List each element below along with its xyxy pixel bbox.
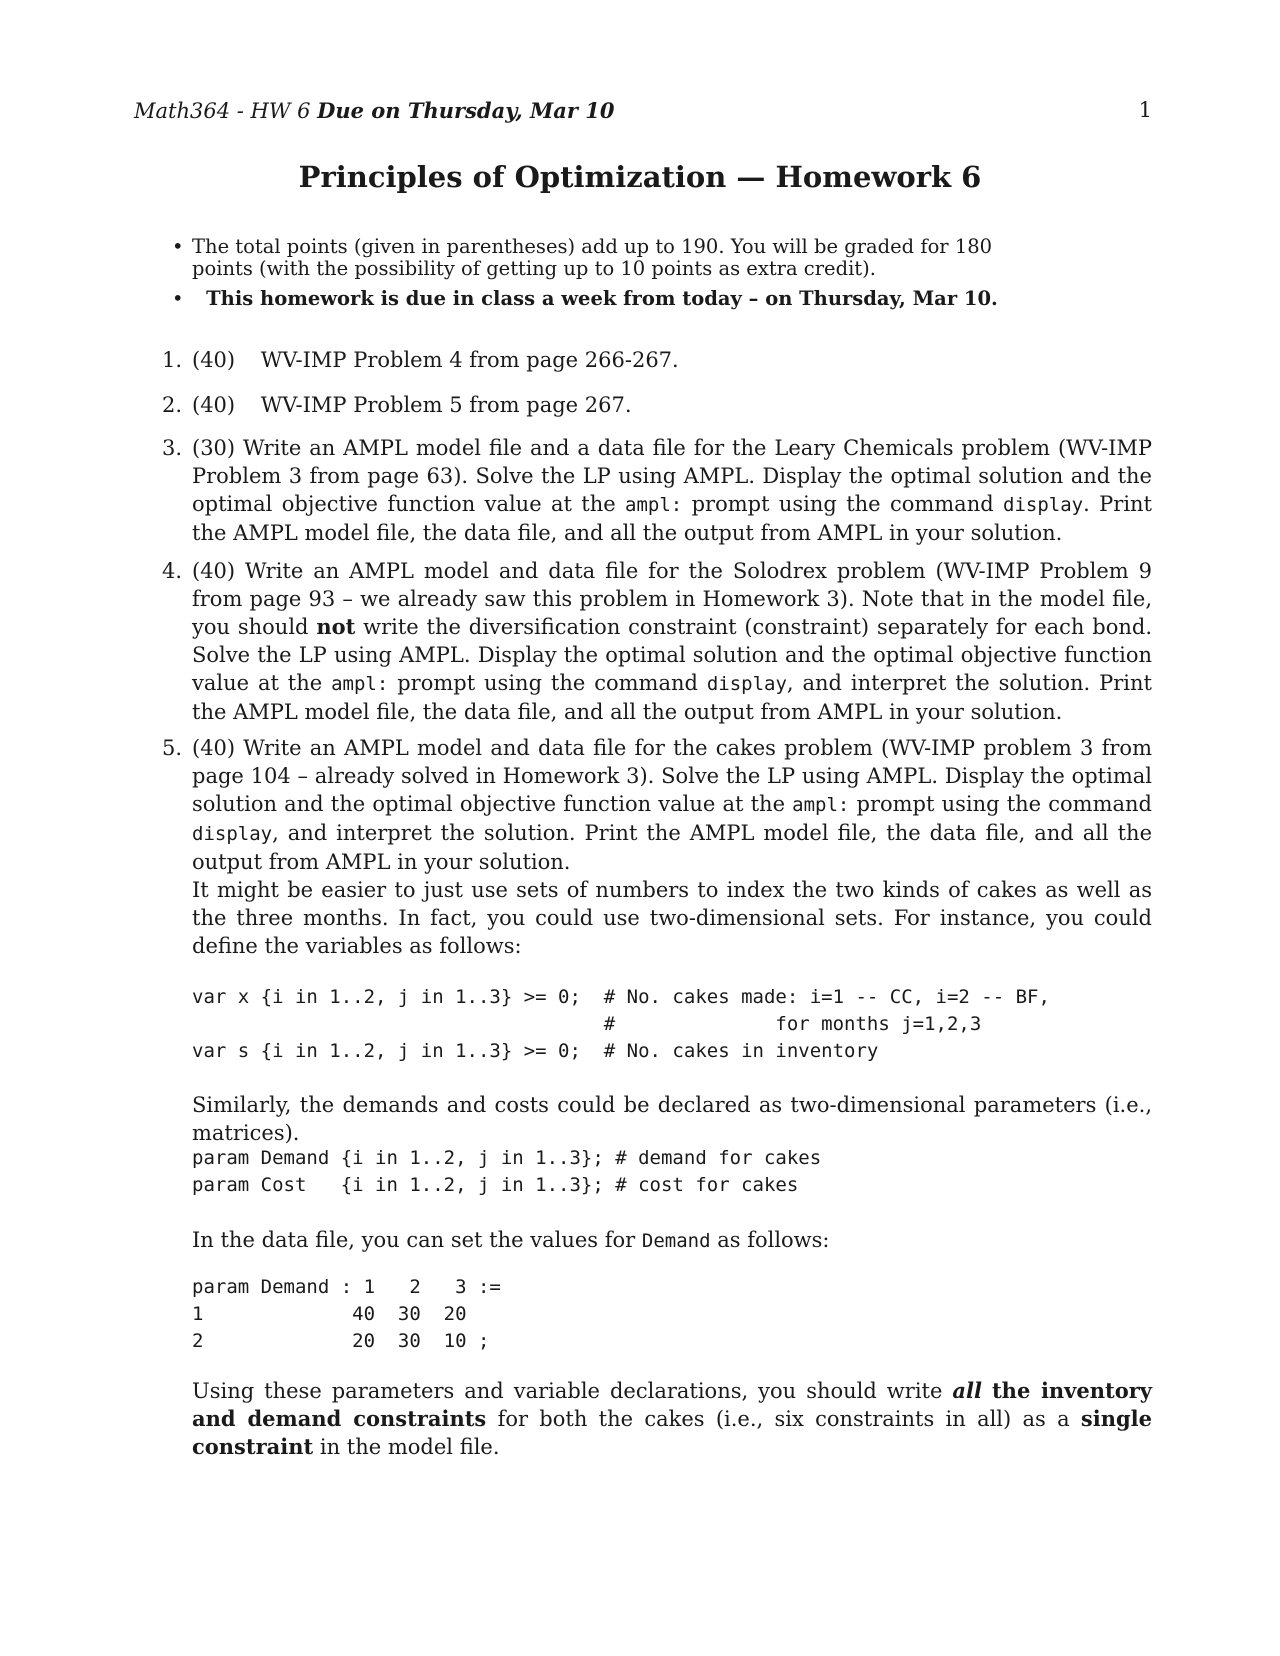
text-run: . Print the AMPL model file, the data file, and all the output from AMPL in your solution. <box>192 492 1152 545</box>
problem-4 <box>162 557 1152 726</box>
text-run: for both the cakes (i.e., six constraints in all) as a <box>497 1407 1070 1431</box>
text-run: in the model file. <box>319 1435 500 1459</box>
course-label: Math364 - HW 6 <box>134 99 311 123</box>
problem-3 <box>162 434 1152 547</box>
cakes-data-paragraph <box>192 1226 1152 1255</box>
text-run: (40) Write an AMPL model and data file for the cakes problem (WV-IMP problem 3 from page 104 – already solved in Homework 3). Solve the LP using AMPL. Display the optimal solution and the optimal objective function value at the <box>192 736 1152 816</box>
note-points-text: The total points (given in parentheses) add up to 190. You will be graded for 180 points (with the possibility of getting up to 10 points as extra credit). <box>192 235 993 280</box>
problem-points: (40) <box>192 348 236 372</box>
code-run: display <box>1003 494 1084 516</box>
code-params: param Demand {i in 1..2, j in 1..3}; # demand for cakes param Cost {i in 1..2, j in 1..3}; # cost for cakes <box>192 1147 822 1196</box>
bold-run: the inventory and demand constraints <box>192 1378 1152 1431</box>
text-run: In the data file, you can set the values for <box>192 1228 636 1252</box>
problem-text <box>192 557 1152 726</box>
due-label: Due on Thursday, Mar 10 <box>317 98 615 123</box>
running-header <box>134 98 1152 128</box>
problem-points: (40) <box>192 393 236 417</box>
cakes-params-paragraph: Similarly, the demands and costs could be declared as two-dimensional parameters (i.e., matrices). <box>192 1093 1152 1145</box>
bullet-icon: • <box>172 287 184 310</box>
problem-number: 5. <box>162 736 183 760</box>
problem-1 <box>162 346 1152 374</box>
problem-number: 3. <box>162 436 183 460</box>
header-left <box>134 98 614 123</box>
code-demand-data: param Demand : 1 2 3 := 1 40 30 20 2 20 30 10 ; <box>192 1276 501 1352</box>
text-run: write the diversification constraint (constraint) separately for each bond. Solve the LP using AMPL. Display the optimal solution and the optimal objective function value at the <box>192 615 1152 695</box>
problem-text <box>192 434 1152 547</box>
bold-italic-run: all <box>952 1378 982 1403</box>
bold-run: not <box>316 614 356 639</box>
text-run: prompt using the command <box>691 492 994 516</box>
problem-5 <box>162 734 1152 876</box>
code-run: display <box>706 673 787 695</box>
text-run: Using these parameters and variable declarations, you should write <box>192 1379 943 1403</box>
code-run: Demand <box>641 1230 711 1252</box>
cakes-intro-paragraph: It might be easier to just use sets of numbers to index the two kinds of cakes as well as the three months. In fact, you could use two-dimensional sets. For instance, you could define the variables as follows: <box>192 878 1152 958</box>
bullet-icon: • <box>172 235 184 258</box>
text-run: , and interpret the solution. Print the AMPL model file, the data file, and all the output from AMPL in your solution. <box>192 821 1152 874</box>
code-run: ampl: <box>792 794 850 816</box>
text-run: as follows: <box>717 1228 830 1252</box>
problem-number: 4. <box>162 559 183 583</box>
text-run: , and interpret the solution. Print the AMPL model file, the data file, and all the output from AMPL in your solution. <box>192 671 1152 724</box>
code-run: ampl: <box>331 673 389 695</box>
note-points <box>172 236 1032 280</box>
note-due-text: This homework is due in class a week from today – on Thursday, Mar 10. <box>206 287 998 310</box>
page-title: Principles of Optimization — Homework 6 <box>298 160 982 194</box>
cakes-constraint-paragraph <box>192 1377 1152 1461</box>
code-variables: var x {i in 1..2, j in 1..3} >= 0; # No. cakes made: i=1 -- CC, i=2 -- BF, # for months j=1,2,3 var s {i in 1..2, j in 1..3} >= 0; # No. cakes in inventory <box>192 986 1050 1062</box>
text-run: (40) Write an AMPL model and data file for the Solodrex problem (WV-IMP Problem 9 from page 93 – we already saw this problem in Homework 3). Note that in the model file, you should <box>192 559 1152 639</box>
notes-list <box>172 236 1032 310</box>
text-run: prompt using the command <box>856 792 1152 816</box>
problem-number: 1. <box>162 348 183 372</box>
problem-text: WV-IMP Problem 4 from page 266-267. <box>260 348 679 372</box>
problem-number: 2. <box>162 393 183 417</box>
code-run: display <box>192 823 273 845</box>
bold-run: single constraint <box>192 1406 1152 1459</box>
text-run: (30) Write an AMPL model file and a data file for the Leary Chemicals problem (WV-IMP Problem 3 from page 63). Solve the LP using AMPL. Display the optimal solution and the optimal objective function value at the <box>192 436 1152 516</box>
problem-text <box>192 734 1152 876</box>
text-run: prompt using the command <box>397 671 698 695</box>
page-number: 1 <box>1138 98 1152 122</box>
note-due <box>172 288 1032 310</box>
problem-text: WV-IMP Problem 5 from page 267. <box>260 393 632 417</box>
code-run: ampl: <box>625 494 683 516</box>
problem-2 <box>162 391 1152 419</box>
